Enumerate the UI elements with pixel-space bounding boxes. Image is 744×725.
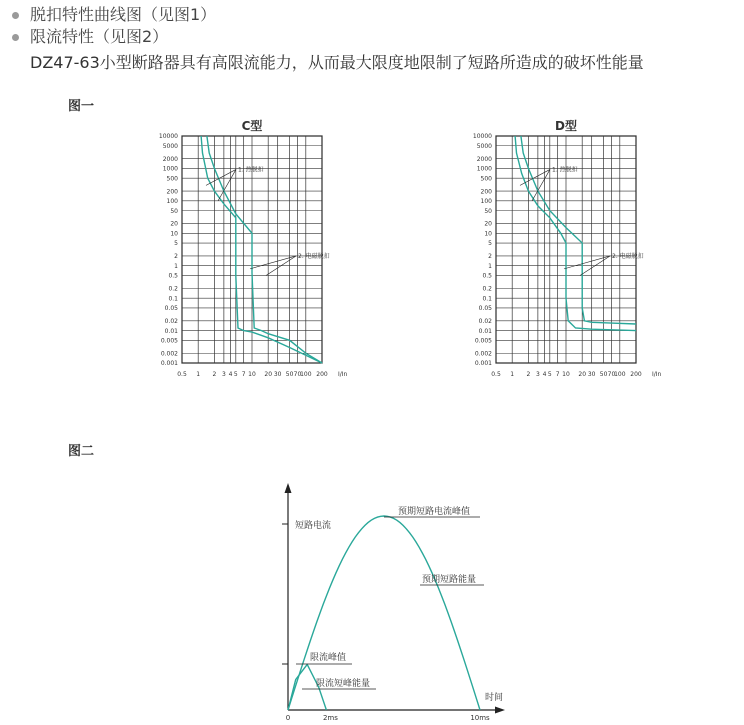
figure1-label: 图一 [68, 99, 95, 114]
x-tick-label: 0.5 [491, 371, 501, 378]
y-tick-label: 0.1 [482, 295, 492, 303]
y-axis-label: 短路电流 [295, 521, 332, 531]
x-tick-label: 50 [285, 371, 294, 378]
y-tick-label: 10 [484, 230, 492, 238]
y-tick-label: 500 [480, 175, 492, 183]
y-tick-label: 0.002 [160, 350, 178, 358]
y-tick-label: 0.5 [482, 272, 492, 280]
x-tick-label: 0.5 [177, 371, 187, 378]
y-tick-label: 5000 [162, 142, 178, 150]
figure2-label: 图二 [68, 444, 95, 459]
y-tick-label: 0.002 [474, 350, 492, 358]
annotation-prospective-peak: 预期短路电流峰值 [398, 507, 471, 517]
y-tick-label: 50 [170, 207, 178, 215]
y-tick-label: 2 [174, 253, 178, 261]
annotation-magnetic-trip: 2. 电磁脱扣 [298, 252, 330, 260]
annotation-limited-peak: 限流峰值 [310, 653, 347, 663]
x-tick-label: 2 [526, 371, 531, 378]
x-tick-label: 7 [241, 371, 246, 378]
y-tick-label: 0.01 [478, 327, 492, 335]
y-tick-label: 0.5 [168, 272, 178, 280]
y-tick-label: 0.02 [164, 318, 178, 326]
y-tick-label: 200 [480, 188, 492, 196]
y-tick-label: 0.05 [164, 305, 178, 313]
y-tick-label: 0.2 [168, 285, 178, 293]
x-tick-label: 1 [196, 371, 201, 378]
x-tick-label: 70 [293, 371, 302, 378]
x-tick-label: 20 [264, 371, 273, 378]
x-tick-label: 30 [273, 371, 282, 378]
description-text: DZ47-63小型断路器具有高限流能力，从而最大限度地限制了短路所造成的破坏性能量 [30, 53, 644, 72]
y-tick-label: 100 [166, 198, 178, 206]
annotation-thermal-trip: 1. 热脱扣 [552, 166, 578, 174]
y-tick-label: 1 [174, 262, 178, 270]
y-tick-label: 500 [166, 175, 178, 183]
y-tick-label: 1000 [162, 165, 178, 173]
y-tick-label: 0.01 [164, 327, 178, 335]
annotation-limited-energy: 限流短峰能量 [316, 679, 371, 689]
x-tick-label: 10 [248, 371, 256, 378]
x-tick-label: 200 [630, 371, 642, 378]
x-tick-label: 3 [535, 371, 540, 378]
leader-line [250, 256, 296, 269]
y-tick-label: 50 [484, 207, 492, 215]
y-tick-label: 0.005 [474, 337, 492, 345]
x-tick-label: 10 [562, 371, 570, 378]
x-tick-label: 4 [228, 371, 233, 378]
annotation-thermal-trip: 1. 热脱扣 [238, 166, 264, 174]
bullet-text: 脱扣特性曲线图（见图1） [30, 5, 217, 24]
x-axis-label: 时间 [485, 693, 504, 703]
y-axis-arrow-icon [285, 483, 292, 493]
x-tick-label: 10ms [470, 714, 490, 722]
x-tick-label: 2 [212, 371, 217, 378]
y-tick-label: 0.2 [482, 285, 492, 293]
y-tick-label: 0.05 [478, 305, 492, 313]
y-tick-label: 5000 [476, 142, 492, 150]
x-tick-label: 2ms [322, 714, 338, 722]
annotation-magnetic-trip: 2. 电磁脱扣 [612, 252, 644, 260]
bullet-text: 限流特性（见图2） [30, 27, 169, 46]
leader-line [564, 256, 610, 269]
chart-title: C型 [241, 119, 263, 133]
x-tick-label: 4 [542, 371, 547, 378]
y-tick-label: 10 [170, 230, 178, 238]
y-tick-label: 20 [484, 220, 492, 228]
x-tick-label: 7 [555, 371, 560, 378]
y-tick-label: 0.02 [478, 318, 492, 326]
x-tick-label: 5 [233, 371, 238, 378]
x-axis-arrow-icon [495, 707, 505, 714]
x-tick-label: 50 [599, 371, 608, 378]
x-tick-label: 5 [547, 371, 552, 378]
x-tick-label: 100 [614, 371, 626, 378]
x-tick-label: 70 [607, 371, 616, 378]
y-tick-label: 0.1 [168, 295, 178, 303]
x-tick-label: 0 [285, 714, 291, 722]
y-tick-label: 1 [488, 262, 492, 270]
y-tick-label: 2000 [162, 155, 178, 163]
x-tick-label: 200 [316, 371, 328, 378]
y-tick-label: 10000 [158, 133, 178, 141]
x-tick-label: 100 [300, 371, 312, 378]
y-tick-label: 100 [480, 198, 492, 206]
y-tick-label: 20 [170, 220, 178, 228]
y-tick-label: 200 [166, 188, 178, 196]
x-axis-unit-label: I/In [652, 371, 662, 378]
y-tick-label: 10000 [472, 133, 492, 141]
x-tick-label: 20 [578, 371, 587, 378]
y-tick-label: 0.001 [474, 360, 492, 368]
y-tick-label: 5 [174, 240, 178, 248]
y-tick-label: 5 [488, 240, 492, 248]
y-tick-label: 1000 [476, 165, 492, 173]
x-tick-label: 30 [587, 371, 596, 378]
y-tick-label: 2000 [476, 155, 492, 163]
y-tick-label: 0.005 [160, 337, 178, 345]
x-axis-unit-label: I/In [338, 371, 348, 378]
x-tick-label: 1 [510, 371, 515, 378]
y-tick-label: 0.001 [160, 360, 178, 368]
annotation-prospective-energy: 预期短路能量 [422, 575, 477, 585]
x-tick-label: 3 [221, 371, 226, 378]
y-tick-label: 2 [488, 253, 492, 261]
chart-title: D型 [555, 119, 577, 133]
